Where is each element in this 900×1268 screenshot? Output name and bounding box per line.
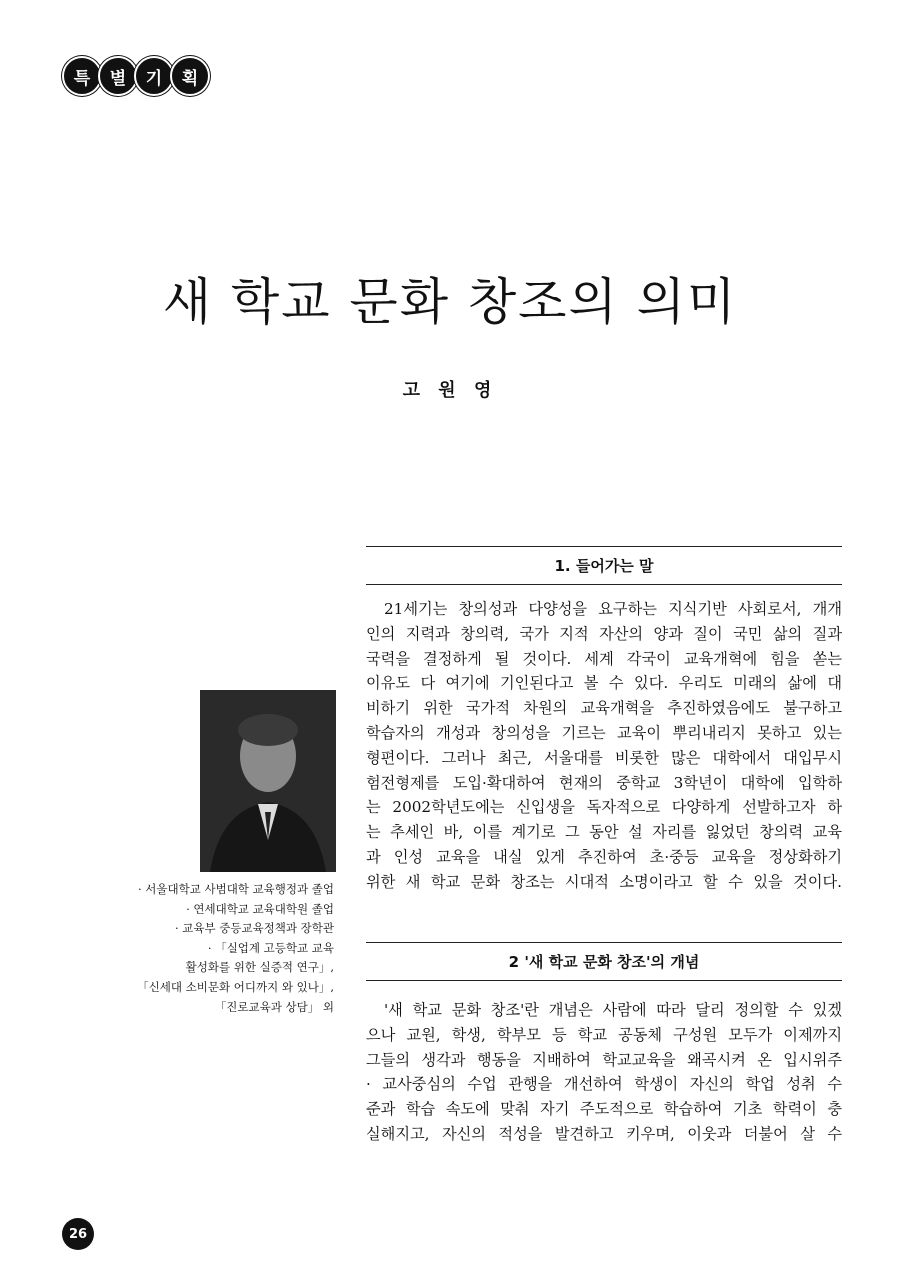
body-line: 으나 교원, 학생, 학부모 등 학교 공동체 구성원 모두가 이제까지 — [366, 1025, 842, 1044]
section-body — [366, 998, 842, 1147]
badge-char: 기 — [134, 56, 174, 96]
badge-char: 획 — [170, 56, 210, 96]
bio-line: · 연세대학교 교육대학원 졸업 — [186, 901, 334, 916]
bio-line: 「진로교육과 상담」 외 — [214, 999, 334, 1014]
body-line: 국력을 결정하게 될 것이다. 세계 각국이 교육개혁에 힘을 쏟는 — [366, 649, 842, 668]
body-line: 학습자의 개성과 창의성을 기르는 교육이 뿌리내리지 못하고 있는 — [366, 723, 842, 742]
body-line: 그들의 생각과 행동을 지배하여 학교교육을 왜곡시켜 온 입시위주 — [366, 1050, 842, 1069]
body-line: 인의 지력과 창의력, 국가 지적 자산의 양과 질이 국민 삶의 질과 — [366, 624, 842, 643]
body-line: 는 2002학년도에는 신입생을 독자적으로 다양하게 선발하고자 하 — [366, 798, 842, 817]
author-bio — [74, 880, 334, 1017]
body-line: 비하기 위한 국가적 차원의 교육개혁을 추진하였음에도 불구하고 — [366, 699, 842, 718]
body-line: 실해지고, 자신의 적성을 발견하고 키우며, 이웃과 더불어 살 수 — [366, 1124, 842, 1143]
body-line: 험전형제를 도입·확대하여 현재의 중학교 3학년이 대학에 입학하 — [366, 773, 842, 792]
author-name: 고 원 영 — [402, 380, 498, 401]
body-line: 이유도 다 여기에 기인된다고 볼 수 있다. 우리도 미래의 삶에 대 — [366, 674, 842, 693]
body-line: 21세기는 창의성과 다양성을 요구하는 지식기반 사회로서, 개개 — [384, 600, 842, 618]
body-line: 준과 학습 속도에 맞춰 자기 주도적으로 학습하여 기초 학력이 충 — [366, 1100, 842, 1119]
badge-char: 특 — [62, 56, 102, 96]
section-body — [366, 597, 842, 895]
bio-line: · 교육부 중등교육정책과 장학관 — [174, 921, 334, 936]
author-photo — [200, 690, 336, 872]
body-line: 형편이다. 그러나 최근, 서울대를 비롯한 많은 대학에서 대입무시 — [366, 748, 842, 767]
section-heading: 2 '새 학교 문화 창조'의 개념 — [366, 942, 842, 981]
special-feature-badge — [62, 56, 206, 96]
section-heading: 1. 들어가는 말 — [366, 546, 842, 585]
body-line: 는 추세인 바, 이를 계기로 그 동안 설 자리를 잃었던 창의력 교육 — [366, 823, 842, 842]
body-line: 위한 새 학교 문화 창조는 시대적 소명이라고 할 수 있을 것이다. — [366, 872, 842, 891]
bio-line: · 서울대학교 사범대학 교육행정과 졸업 — [137, 882, 334, 896]
body-line: '새 학교 문화 창조'란 개념은 사람에 따라 달리 정의할 수 있겠 — [384, 1001, 842, 1019]
body-line: · 교사중심의 수업 관행을 개선하여 학생이 자신의 학업 성취 수 — [366, 1075, 842, 1094]
bio-line: · 「실업계 고등학교 교육 — [207, 940, 334, 955]
bio-line: 활성화를 위한 실증적 연구」, — [185, 960, 334, 975]
body-line: 과 인성 교육을 내실 있게 추진하여 초·중등 교육을 정상화하기 — [366, 847, 842, 866]
bio-line: 「신세대 소비문화 어디까지 와 있나」, — [137, 979, 334, 994]
article-title: 새 학교 문화 창조의 의미 — [162, 272, 738, 331]
badge-char: 별 — [98, 56, 138, 96]
page-number: 26 — [62, 1218, 94, 1250]
